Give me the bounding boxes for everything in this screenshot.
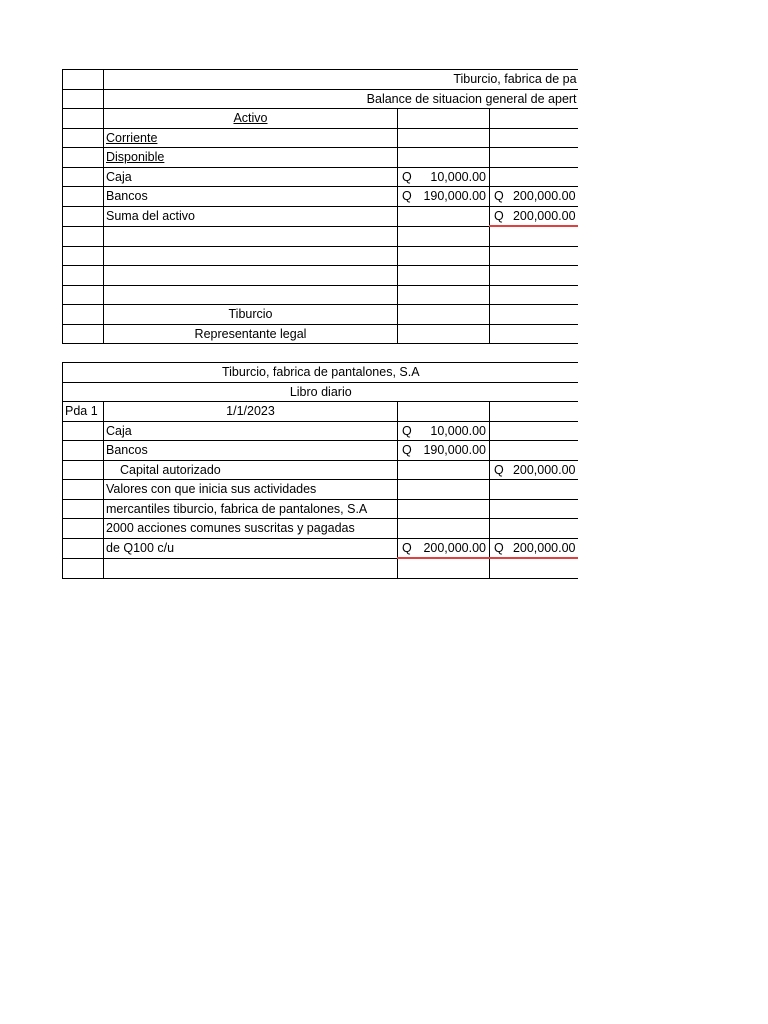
currency-symbol: Q — [494, 208, 504, 223]
table-row — [63, 167, 579, 187]
balance-title-row — [63, 70, 579, 90]
journal-title[interactable]: Tiburcio, fabrica de pantalones, S.A — [63, 363, 579, 383]
table-row — [63, 128, 579, 148]
bancos-label[interactable]: Bancos — [104, 187, 398, 207]
table-row — [63, 558, 579, 578]
total-debit: 200,000.00 — [423, 540, 486, 555]
disponible-total: 200,000.00 — [512, 189, 576, 204]
table-row — [63, 266, 579, 286]
table-row — [63, 206, 579, 226]
journal-title-row — [63, 363, 579, 383]
suma-label[interactable]: Suma del activo — [104, 206, 398, 226]
currency-symbol: Q — [494, 189, 504, 204]
table-row — [63, 305, 579, 325]
table-row — [63, 519, 579, 539]
signer-role[interactable]: Representante legal — [104, 324, 398, 344]
currency-symbol: Q — [494, 540, 504, 555]
table-row — [63, 187, 579, 207]
description-line[interactable]: de Q100 c/u — [104, 538, 398, 558]
table-row — [63, 324, 579, 344]
currency-symbol: Q — [402, 169, 412, 184]
currency-symbol: Q — [402, 540, 412, 555]
suma-amount: 200,000.00 — [512, 208, 576, 223]
signer-name[interactable]: Tiburcio — [104, 305, 398, 325]
description-line[interactable]: 2000 acciones comunes suscritas y pagadas — [104, 519, 398, 539]
table-row — [63, 480, 579, 500]
journal-subtitle[interactable]: Libro diario — [63, 382, 579, 402]
table-row — [63, 460, 579, 480]
currency-symbol: Q — [402, 443, 412, 458]
table-row — [63, 148, 579, 168]
table-row — [63, 499, 579, 519]
balance-sheet-table — [62, 69, 578, 344]
entry-date[interactable]: 1/1/2023 — [104, 402, 398, 422]
table-row — [63, 109, 579, 129]
total-credit: 200,000.00 — [512, 540, 576, 555]
bancos-amount: 190,000.00 — [423, 189, 486, 204]
caja-label[interactable]: Caja — [104, 421, 398, 441]
table-row — [63, 402, 579, 422]
balance-title[interactable]: Tiburcio, fabrica de pa — [104, 70, 579, 90]
caja-debit: 10,000.00 — [430, 423, 486, 438]
bancos-label[interactable]: Bancos — [104, 441, 398, 461]
table-row — [63, 226, 579, 246]
balance-subtitle[interactable]: Balance de situacion general de apert — [104, 89, 579, 109]
journal-subtitle-row — [63, 382, 579, 402]
activo-heading: Activo — [233, 111, 268, 126]
currency-symbol: Q — [402, 189, 412, 204]
table-row — [63, 421, 579, 441]
currency-symbol: Q — [494, 462, 504, 477]
table-row — [63, 538, 579, 558]
journal-table — [62, 362, 578, 579]
currency-symbol: Q — [402, 423, 412, 438]
entry-number[interactable]: Pda 1 — [63, 402, 104, 422]
description-line[interactable]: mercantiles tiburcio, fabrica de pantalones, S.A — [104, 499, 398, 519]
capital-label[interactable]: Capital autorizado — [104, 460, 398, 480]
table-row — [63, 285, 579, 305]
capital-credit: 200,000.00 — [512, 462, 576, 477]
corriente-heading: Corriente — [106, 130, 158, 145]
table-row — [63, 441, 579, 461]
caja-amount: 10,000.00 — [430, 169, 486, 184]
bancos-debit: 190,000.00 — [423, 443, 486, 458]
balance-subtitle-row — [63, 89, 579, 109]
description-line[interactable]: Valores con que inicia sus actividades — [104, 480, 398, 500]
disponible-heading: Disponible — [106, 150, 165, 165]
table-row — [63, 246, 579, 266]
caja-label[interactable]: Caja — [104, 167, 398, 187]
